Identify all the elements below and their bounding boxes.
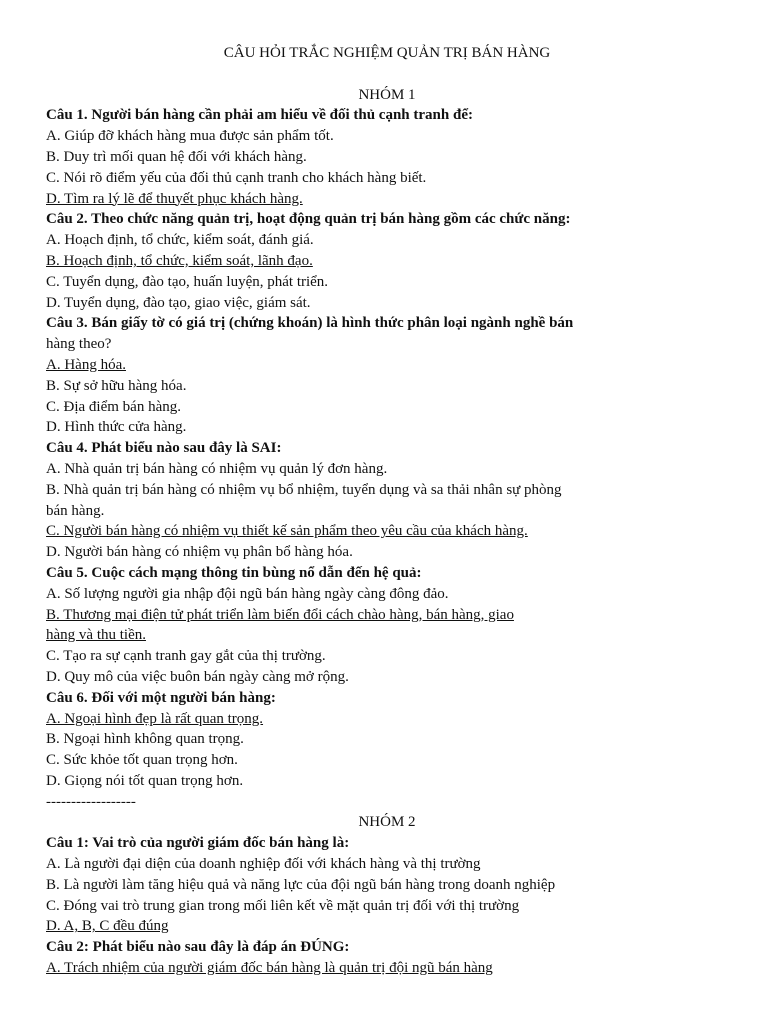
option: D. Quy mô của việc buôn bán ngày càng mở rộng. bbox=[46, 668, 349, 685]
option: C. Sức khỏe tốt quan trọng hơn. bbox=[46, 752, 238, 769]
correct-option bbox=[46, 958, 728, 979]
option: A. Hoạch định, tổ chức, kiểm soát, đánh giá. bbox=[46, 232, 314, 249]
correct-option bbox=[46, 709, 728, 730]
correct-option-text: B. Thương mại điện tử phát triển làm biến đổi cách chào hàng, bán hàng, giao bbox=[46, 606, 514, 623]
document-title: CÂU HỎI TRẮC NGHIỆM QUẢN TRỊ BÁN HÀNG bbox=[223, 45, 551, 61]
correct-option-text: C. Người bán hàng có nhiệm vụ thiết kế sản phẩm theo yêu cầu của khách hàng. bbox=[46, 523, 528, 540]
option: A. Nhà quản trị bán hàng có nhiệm vụ quản lý đơn hàng. bbox=[46, 460, 388, 477]
question-1-3: Câu 3. Bán giấy tờ có giá trị (chứng khoán) là hình thức phân loại ngành nghề bán bbox=[46, 315, 574, 332]
option: B. Là người làm tăng hiệu quả và năng lực của đội ngũ bán hàng trong doanh nghiệp bbox=[46, 876, 556, 893]
correct-option bbox=[46, 605, 728, 626]
option: C. Tuyển dụng, đào tạo, huấn luyện, phát triển. bbox=[46, 273, 329, 290]
correct-option-text: hàng và thu tiền. bbox=[46, 627, 146, 644]
option: B. Sự sở hữu hàng hóa. bbox=[46, 377, 187, 394]
question-2-1: Câu 1: Vai trò của người giám đốc bán hàng là: bbox=[46, 835, 350, 852]
correct-option bbox=[46, 189, 728, 210]
question-1-2: Câu 2. Theo chức năng quản trị, hoạt động quản trị bán hàng gồm các chức năng: bbox=[46, 211, 571, 228]
option: D. Hình thức cửa hàng. bbox=[46, 419, 187, 436]
correct-option-text: B. Hoạch định, tổ chức, kiểm soát, lãnh đạo. bbox=[46, 252, 313, 269]
option: C. Nói rõ điểm yếu của đối thủ cạnh tranh cho khách hàng biết. bbox=[46, 169, 427, 186]
question-1-1: Câu 1. Người bán hàng cần phải am hiểu về đối thủ cạnh tranh để: bbox=[46, 107, 473, 124]
section-separator: ------------------ bbox=[46, 793, 136, 810]
question-1-4: Câu 4. Phát biểu nào sau đây là SAI: bbox=[46, 440, 282, 457]
question-2-2: Câu 2: Phát biểu nào sau đây là đáp án ĐÚNG: bbox=[46, 939, 350, 956]
question-1-5: Câu 5. Cuộc cách mạng thông tin bùng nổ dẫn đến hệ quả: bbox=[46, 564, 422, 581]
option: B. Nhà quản trị bán hàng có nhiệm vụ bổ nhiệm, tuyển dụng và sa thải nhân sự phòng bbox=[46, 481, 562, 498]
option: A. Giúp đỡ khách hàng mua được sản phẩm tốt. bbox=[46, 128, 334, 145]
correct-option bbox=[46, 916, 728, 937]
correct-option-text: D. A, B, C đều đúng bbox=[46, 918, 169, 935]
option: A. Là người đại diện của doanh nghiệp đối với khách hàng và thị trường bbox=[46, 856, 481, 873]
correct-option bbox=[46, 251, 728, 272]
spacer bbox=[46, 64, 728, 85]
group-heading-2: NHÓM 2 bbox=[358, 814, 416, 831]
correct-option-continued bbox=[46, 625, 728, 646]
correct-option-text: A. Trách nhiệm của người giám đốc bán hàng là quản trị đội ngũ bán hàng bbox=[46, 960, 493, 977]
option: A. Số lượng người gia nhập đội ngũ bán hàng ngày càng đông đảo. bbox=[46, 585, 449, 602]
correct-option-text: A. Hàng hóa. bbox=[46, 356, 126, 373]
correct-option-text: D. Tìm ra lý lẽ để thuyết phục khách hàng. bbox=[46, 190, 303, 207]
question-1-6: Câu 6. Đối với một người bán hàng: bbox=[46, 689, 276, 706]
option: C. Địa điểm bán hàng. bbox=[46, 398, 181, 415]
correct-option bbox=[46, 355, 728, 376]
group-heading-1: NHÓM 1 bbox=[358, 86, 416, 103]
option: D. Giọng nói tốt quan trọng hơn. bbox=[46, 772, 244, 789]
correct-option-text: A. Ngoại hình đẹp là rất quan trọng. bbox=[46, 710, 264, 727]
option: C. Đóng vai trò trung gian trong mối liên kết về mặt quản trị đối với thị trường bbox=[46, 897, 520, 914]
option: D. Người bán hàng có nhiệm vụ phân bổ hàng hóa. bbox=[46, 544, 353, 561]
option-continued: bán hàng. bbox=[46, 502, 105, 519]
option: D. Tuyển dụng, đào tạo, giao việc, giám sát. bbox=[46, 294, 311, 311]
option: B. Ngoại hình không quan trọng. bbox=[46, 731, 244, 748]
correct-option bbox=[46, 521, 728, 542]
question-1-3-continued: hàng theo? bbox=[46, 336, 112, 353]
option: C. Tạo ra sự cạnh tranh gay gắt của thị trường. bbox=[46, 648, 326, 665]
option: B. Duy trì mối quan hệ đối với khách hàng. bbox=[46, 148, 307, 165]
